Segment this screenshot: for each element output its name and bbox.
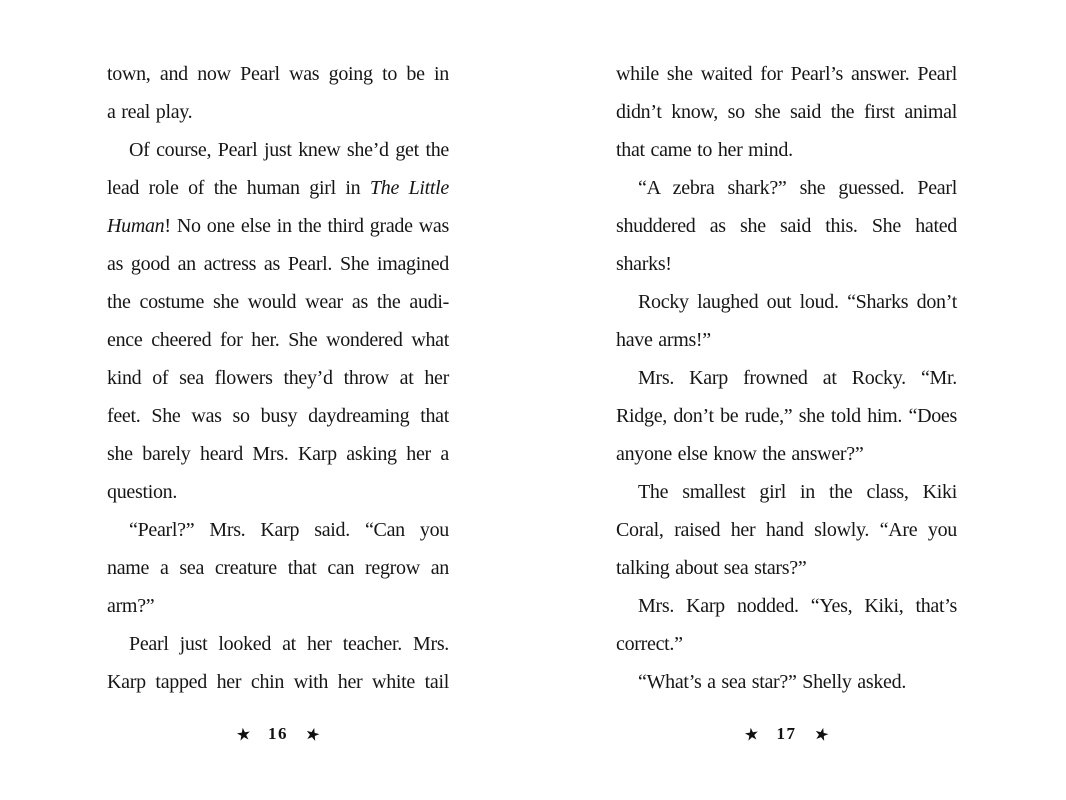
text-line: name a sea creature that can regrow an — [107, 557, 449, 579]
text-line: kind of sea flowers they’d throw at her — [107, 367, 449, 389]
text-line: that came to her mind. — [616, 139, 793, 161]
page-left-footer — [107, 720, 449, 748]
text-line: question. — [107, 481, 178, 503]
text-line: the costume she would wear as the audi- — [107, 291, 449, 313]
page-number: 17 — [776, 724, 797, 743]
text-line: “A zebra shark?” she guessed. Pearl — [638, 177, 957, 199]
text-line: Mrs. Karp frowned at Rocky. “Mr. — [638, 367, 957, 389]
text-line: a real play. — [107, 101, 193, 123]
text-line: feet. She was so busy daydreaming that — [107, 405, 449, 427]
text-line: anyone else know the answer?” — [616, 443, 864, 465]
text-line: correct.” — [616, 633, 683, 655]
sea-star-icon: ★ — [234, 723, 253, 745]
page-left-text — [107, 55, 449, 701]
text-line: Coral, raised her hand slowly. “Are you — [616, 519, 957, 541]
page-number: 16 — [268, 724, 288, 743]
text-line: Rocky laughed out loud. “Sharks don’t — [638, 291, 957, 313]
text-line: sharks! — [616, 253, 672, 275]
text-line: lead role of the human girl in The Little — [107, 177, 449, 199]
sea-star-icon: ★ — [302, 722, 323, 746]
sea-star-icon: ★ — [811, 722, 831, 746]
text-line: have arms!” — [616, 329, 711, 351]
text-line: Karp tapped her chin with her white tail — [107, 671, 449, 693]
text-line: while she waited for Pearl’s answer. Pearl — [616, 63, 957, 85]
text-line: as good an actress as Pearl. She imagined — [107, 253, 449, 275]
text-line: she barely heard Mrs. Karp asking her a — [107, 443, 449, 465]
text-line: The smallest girl in the class, Kiki — [638, 481, 957, 503]
text-line: Ridge, don’t be rude,” she told him. “Does — [616, 405, 957, 427]
page-right-text — [616, 55, 957, 701]
text-line: Mrs. Karp nodded. “Yes, Kiki, that’s — [638, 595, 957, 617]
text-line: town, and now Pearl was going to be in — [107, 63, 449, 85]
page-right-footer — [616, 720, 957, 748]
text-line: “What’s a sea star?” Shelly asked. — [638, 671, 907, 693]
text-line: Human! No one else in the third grade was — [107, 215, 449, 237]
text-line: arm?” — [107, 595, 155, 617]
text-line: didn’t know, so she said the first animal — [616, 101, 957, 123]
text-line: “Pearl?” Mrs. Karp said. “Can you — [129, 519, 449, 541]
text-line: Of course, Pearl just knew she’d get the — [129, 139, 449, 161]
text-line: ence cheered for her. She wondered what — [107, 329, 449, 351]
sea-star-icon: ★ — [743, 723, 761, 745]
text-line: Pearl just looked at her teacher. Mrs. — [129, 633, 449, 655]
text-line: talking about sea stars?” — [616, 557, 807, 579]
text-line: shuddered as she said this. She hated — [616, 215, 957, 237]
